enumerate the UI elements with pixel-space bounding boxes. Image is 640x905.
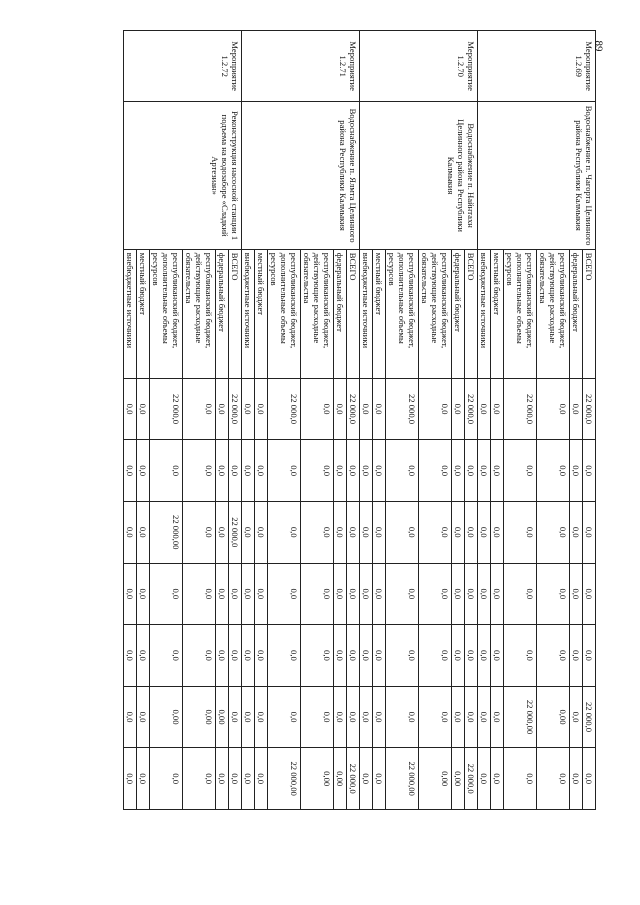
amount-cell: 0,0 [452, 563, 465, 625]
rotated-table-container [56, 30, 596, 810]
event-name-cell: Реконструкция насосной станции 1 подъема на водозаборе «Сладкий Артезиан» [124, 102, 242, 249]
funding-source-cell: ВСЕГО [465, 249, 478, 378]
amount-cell: 0,0 [360, 748, 373, 810]
amount-cell: 0,0 [537, 563, 570, 625]
amount-cell: 0,00 [216, 686, 229, 748]
amount-cell: 0,0 [137, 686, 150, 748]
amount-cell: 0,0 [452, 378, 465, 440]
amount-cell: 0,0 [137, 563, 150, 625]
event-number-cell: Мероприятие 1.2.69 [478, 31, 596, 102]
amount-cell: 0,0 [137, 378, 150, 440]
amount-cell: 0,0 [301, 440, 334, 502]
amount-cell: 0,0 [268, 625, 301, 687]
amount-cell: 0,0 [478, 563, 491, 625]
amount-cell: 0,0 [255, 563, 268, 625]
amount-cell: 0,0 [268, 440, 301, 502]
amount-cell: 0,0 [386, 625, 419, 687]
amount-cell: 0,0 [491, 563, 504, 625]
amount-cell: 0,00 [452, 748, 465, 810]
funding-source-cell: республиканский бюджет, действующие расходные обязательства [301, 249, 334, 378]
amount-cell: 0,0 [242, 440, 255, 502]
funding-source-cell: местный бюджет [373, 249, 386, 378]
amount-cell: 0,0 [183, 625, 216, 687]
amount-cell: 0,0 [452, 686, 465, 748]
amount-cell: 0,0 [570, 748, 583, 810]
amount-cell: 0,0 [452, 625, 465, 687]
funding-source-cell: ВСЕГО [347, 249, 360, 378]
amount-cell: 0,0 [419, 378, 452, 440]
amount-cell: 22 000,0 [386, 378, 419, 440]
amount-cell: 22 000,0 [583, 378, 596, 440]
amount-cell: 22 000,00 [386, 748, 419, 810]
amount-cell: 0,0 [347, 686, 360, 748]
amount-cell: 0,0 [255, 748, 268, 810]
amount-cell: 0,0 [255, 501, 268, 563]
amount-cell: 0,0 [229, 748, 242, 810]
amount-cell: 0,0 [301, 686, 334, 748]
amount-cell: 0,00 [334, 748, 347, 810]
funding-source-cell: внебюджетные источники [360, 249, 373, 378]
amount-cell: 0,0 [183, 440, 216, 502]
amount-cell: 22 000,0 [465, 748, 478, 810]
amount-cell: 0,0 [478, 378, 491, 440]
amount-cell: 22 000,0 [229, 501, 242, 563]
amount-cell: 0,0 [216, 501, 229, 563]
amount-cell: 0,0 [386, 501, 419, 563]
amount-cell: 0,0 [229, 686, 242, 748]
event-name-cell: Водоснабжение п. Найнтахн Целинного района Республики Калмыкия [360, 102, 478, 249]
amount-cell: 22 000,0 [465, 378, 478, 440]
amount-cell: 0,0 [229, 625, 242, 687]
amount-cell: 0,0 [334, 563, 347, 625]
amount-cell: 0,0 [137, 748, 150, 810]
amount-cell: 22 000,0 [150, 378, 183, 440]
amount-cell: 0,0 [360, 563, 373, 625]
amount-cell: 0,00 [537, 686, 570, 748]
funding-source-cell: федеральный бюджет [452, 249, 465, 378]
amount-cell: 0,0 [242, 563, 255, 625]
amount-cell: 0,0 [137, 625, 150, 687]
amount-cell: 22 000,00 [150, 501, 183, 563]
amount-cell: 0,0 [268, 686, 301, 748]
amount-cell: 0,0 [334, 625, 347, 687]
amount-cell: 0,0 [583, 625, 596, 687]
amount-cell: 0,0 [583, 748, 596, 810]
funding-source-cell: федеральный бюджет [334, 249, 347, 378]
funding-source-cell: ВСЕГО [583, 249, 596, 378]
amount-cell: 22 000,0 [229, 378, 242, 440]
amount-cell: 0,0 [301, 501, 334, 563]
funding-source-cell: федеральный бюджет [216, 249, 229, 378]
amount-cell: 0,0 [373, 378, 386, 440]
funding-source-cell: местный бюджет [137, 249, 150, 378]
amount-cell: 0,0 [537, 501, 570, 563]
amount-cell: 0,0 [570, 501, 583, 563]
funding-source-cell: ВСЕГО [229, 249, 242, 378]
amount-cell: 0,0 [124, 625, 137, 687]
amount-cell: 0,0 [452, 501, 465, 563]
amount-cell: 0,0 [124, 440, 137, 502]
funding-source-cell: республиканский бюджет, действующие расходные обязательства [419, 249, 452, 378]
amount-cell: 22 000,0 [504, 378, 537, 440]
amount-cell: 0,0 [124, 686, 137, 748]
amount-cell: 0,0 [491, 748, 504, 810]
amount-cell: 0,0 [360, 378, 373, 440]
amount-cell: 0,0 [150, 625, 183, 687]
amount-cell: 0,0 [386, 440, 419, 502]
amount-cell: 0,0 [504, 501, 537, 563]
amount-cell: 0,0 [183, 501, 216, 563]
funding-source-cell: внебюджетные источники [242, 249, 255, 378]
amount-cell: 0,0 [373, 625, 386, 687]
funding-source-cell: республиканский бюджет, действующие расходные обязательства [537, 249, 570, 378]
amount-cell: 0,0 [537, 625, 570, 687]
amount-cell: 0,0 [347, 440, 360, 502]
amount-cell: 0,0 [242, 625, 255, 687]
amount-cell: 0,0 [373, 748, 386, 810]
amount-cell: 0,0 [373, 563, 386, 625]
funding-source-cell: местный бюджет [255, 249, 268, 378]
table-row [347, 31, 360, 810]
amount-cell: 0,0 [183, 748, 216, 810]
amount-cell: 0,00 [419, 748, 452, 810]
amount-cell: 0,0 [334, 440, 347, 502]
amount-cell: 0,0 [137, 501, 150, 563]
amount-cell: 22 000,0 [268, 378, 301, 440]
amount-cell: 0,0 [491, 686, 504, 748]
amount-cell: 0,0 [360, 501, 373, 563]
funding-table-body [124, 31, 596, 810]
amount-cell: 0,0 [583, 440, 596, 502]
amount-cell: 0,0 [583, 563, 596, 625]
event-name-cell: Водоснабжение п. Ялмта Целинного района Республики Калмыкия [242, 102, 360, 249]
amount-cell: 0,0 [386, 686, 419, 748]
amount-cell: 0,0 [373, 686, 386, 748]
amount-cell: 0,0 [255, 686, 268, 748]
page-number: 89 [592, 40, 605, 52]
amount-cell: 22 000,0 [583, 686, 596, 748]
amount-cell: 0,0 [465, 686, 478, 748]
amount-cell: 0,0 [465, 501, 478, 563]
amount-cell: 0,0 [491, 501, 504, 563]
amount-cell: 0,0 [150, 440, 183, 502]
amount-cell: 0,0 [242, 686, 255, 748]
amount-cell: 0,0 [465, 563, 478, 625]
amount-cell: 0,0 [570, 378, 583, 440]
amount-cell: 0,0 [373, 501, 386, 563]
amount-cell: 0,0 [255, 378, 268, 440]
amount-cell: 0,0 [150, 563, 183, 625]
amount-cell: 0,0 [124, 748, 137, 810]
amount-cell: 0,0 [537, 748, 570, 810]
amount-cell: 0,0 [334, 378, 347, 440]
amount-cell: 0,0 [419, 501, 452, 563]
amount-cell: 22 000,00 [268, 748, 301, 810]
amount-cell: 0,0 [150, 748, 183, 810]
table-row [583, 31, 596, 810]
amount-cell: 0,0 [419, 440, 452, 502]
amount-cell: 0,0 [216, 748, 229, 810]
table-row [229, 31, 242, 810]
amount-cell: 0,0 [419, 563, 452, 625]
amount-cell: 0,0 [124, 563, 137, 625]
amount-cell: 0,0 [183, 563, 216, 625]
amount-cell: 0,00 [150, 686, 183, 748]
amount-cell: 0,0 [570, 686, 583, 748]
amount-cell: 0,0 [583, 501, 596, 563]
amount-cell: 0,0 [124, 501, 137, 563]
amount-cell: 0,0 [504, 625, 537, 687]
event-number-cell: Мероприятие 1.2.72 [124, 31, 242, 102]
amount-cell: 0,0 [242, 378, 255, 440]
amount-cell: 0,0 [504, 748, 537, 810]
amount-cell: 0,0 [124, 378, 137, 440]
amount-cell: 0,0 [537, 440, 570, 502]
amount-cell: 22 000,00 [504, 686, 537, 748]
funding-source-cell: федеральный бюджет [570, 249, 583, 378]
amount-cell: 0,0 [491, 440, 504, 502]
amount-cell: 0,0 [465, 440, 478, 502]
amount-cell: 0,0 [570, 625, 583, 687]
amount-cell: 0,0 [478, 748, 491, 810]
amount-cell: 0,0 [229, 440, 242, 502]
amount-cell: 22 000,0 [347, 378, 360, 440]
amount-cell: 0,0 [504, 563, 537, 625]
amount-cell: 0,0 [347, 501, 360, 563]
amount-cell: 0,0 [452, 440, 465, 502]
amount-cell: 0,00 [301, 748, 334, 810]
amount-cell: 0,0 [419, 625, 452, 687]
amount-cell: 0,0 [301, 378, 334, 440]
amount-cell: 0,0 [216, 625, 229, 687]
event-number-cell: Мероприятие 1.2.71 [242, 31, 360, 102]
amount-cell: 0,0 [334, 686, 347, 748]
event-number-cell: Мероприятие 1.2.70 [360, 31, 478, 102]
amount-cell: 22 000,0 [347, 748, 360, 810]
amount-cell: 0,0 [216, 440, 229, 502]
funding-source-cell: республиканский бюджет, действующие расходные обязательства [183, 249, 216, 378]
event-name-cell: Водоснабжение п. Чагорта Целинного района Республики Калмыкия [478, 102, 596, 249]
amount-cell: 0,0 [478, 686, 491, 748]
amount-cell: 0,0 [347, 563, 360, 625]
amount-cell: 0,0 [491, 625, 504, 687]
amount-cell: 0,0 [137, 440, 150, 502]
amount-cell: 0,0 [183, 378, 216, 440]
amount-cell: 0,00 [183, 686, 216, 748]
funding-source-cell: внебюджетные источники [124, 249, 137, 378]
amount-cell: 0,0 [360, 440, 373, 502]
amount-cell: 0,0 [334, 501, 347, 563]
amount-cell: 0,0 [570, 440, 583, 502]
amount-cell: 0,0 [242, 748, 255, 810]
amount-cell: 0,0 [301, 563, 334, 625]
amount-cell: 0,0 [478, 625, 491, 687]
funding-source-cell: республиканский бюджет, дополнительные объемы ресурсов [504, 249, 537, 378]
amount-cell: 0,0 [373, 440, 386, 502]
funding-table [123, 30, 596, 810]
amount-cell: 0,0 [255, 625, 268, 687]
amount-cell: 0,0 [255, 440, 268, 502]
funding-source-cell: республиканский бюджет, дополнительные объемы ресурсов [386, 249, 419, 378]
amount-cell: 0,0 [491, 378, 504, 440]
amount-cell: 0,0 [478, 440, 491, 502]
amount-cell: 0,0 [268, 501, 301, 563]
funding-source-cell: республиканский бюджет, дополнительные объемы ресурсов [268, 249, 301, 378]
funding-source-cell: республиканский бюджет, дополнительные объемы ресурсов [150, 249, 183, 378]
amount-cell: 0,0 [216, 563, 229, 625]
amount-cell: 0,0 [570, 563, 583, 625]
amount-cell: 0,0 [386, 563, 419, 625]
amount-cell: 0,0 [229, 563, 242, 625]
funding-source-cell: местный бюджет [491, 249, 504, 378]
amount-cell: 0,0 [419, 686, 452, 748]
amount-cell: 0,0 [360, 686, 373, 748]
amount-cell: 0,0 [504, 440, 537, 502]
funding-source-cell: внебюджетные источники [478, 249, 491, 378]
amount-cell: 0,0 [347, 625, 360, 687]
amount-cell: 0,0 [268, 563, 301, 625]
amount-cell: 0,0 [537, 378, 570, 440]
table-row [465, 31, 478, 810]
amount-cell: 0,0 [301, 625, 334, 687]
amount-cell: 0,0 [478, 501, 491, 563]
amount-cell: 0,0 [360, 625, 373, 687]
amount-cell: 0,0 [216, 378, 229, 440]
amount-cell: 0,0 [465, 625, 478, 687]
amount-cell: 0,0 [242, 501, 255, 563]
